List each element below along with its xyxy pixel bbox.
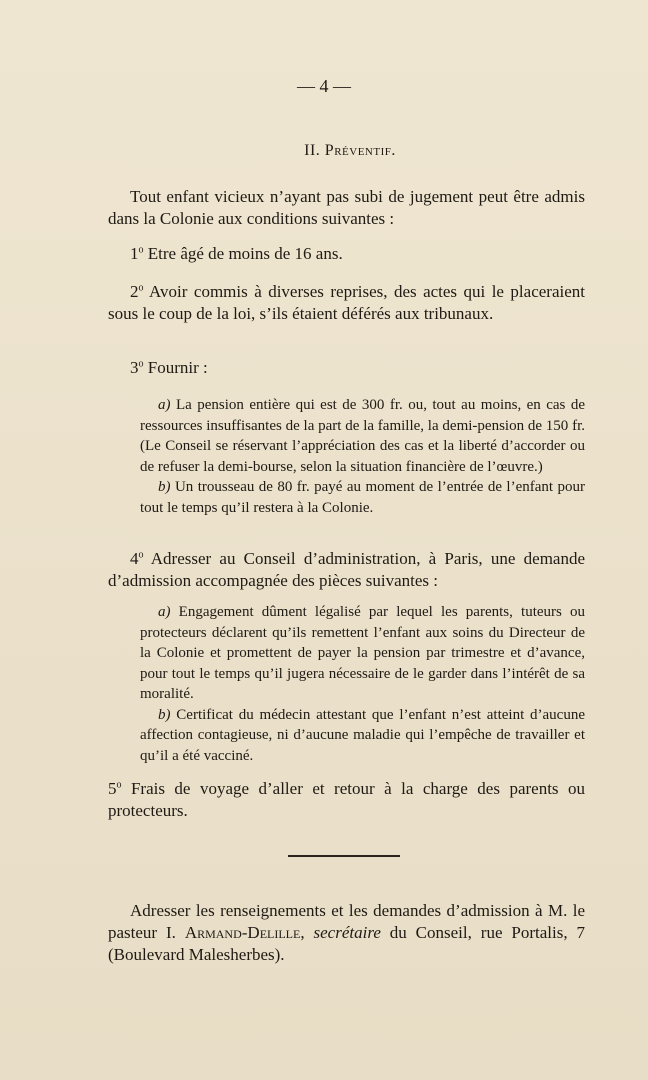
section-title: Préventif. [324, 142, 396, 159]
item-label: b) [158, 706, 171, 723]
condition-number: 4 [130, 549, 139, 568]
footer-text-1: Adresser les renseignements et les demandes d’admission à M. le pasteur I. [108, 901, 585, 942]
condition-5 [108, 778, 585, 822]
page-number: — 4 — [297, 76, 351, 96]
item-text: Engagement dûment légalisé par lequel les parents, tuteurs ou protecteurs déclarent qu’ils remettent l’enfant aux soins du Directeur de la Colonie et promettent de payer la pension par trimestre et d’avance, pour tout le temps qu’il jugera nécessaire de le garder dans l’intérêt de sa moralité. [140, 604, 585, 702]
section-heading [0, 142, 648, 160]
condition-number: 1 [130, 244, 139, 263]
ordinal-mark: o [138, 549, 144, 561]
fournir-item-a [140, 395, 585, 477]
condition-4 [108, 548, 585, 592]
intro-paragraph: Tout enfant vicieux n’ayant pas subi de jugement peut être admis dans la Colonie aux conditions suivantes : [108, 187, 585, 228]
ordinal-mark: o [138, 244, 144, 256]
pieces-list [140, 602, 585, 766]
section-divider [288, 855, 400, 857]
condition-number: 5 [108, 779, 117, 798]
footer-paragraph [108, 900, 585, 966]
footer-separator: , [300, 923, 314, 942]
footer-role: secrétaire [313, 923, 381, 942]
item-text: Un trousseau de 80 fr. payé au moment de l’entrée de l’enfant pour tout le temps qu’il restera à la Colonie. [140, 479, 585, 516]
condition-text: Fournir : [147, 358, 208, 377]
section-numeral: II. [304, 142, 321, 159]
item-text: Certificat du médecin attestant que l’enfant n’est atteint d’aucune affection contagieuse, ni d’aucune maladie qui l’empêche de travailler et qu’il a été vacciné. [140, 706, 585, 764]
fournir-item-b [140, 477, 585, 518]
condition-number: 3 [130, 358, 139, 377]
piece-item-a [140, 602, 585, 705]
condition-number: 2 [130, 282, 139, 301]
condition-3 [108, 357, 585, 379]
item-text: La pension entière qui est de 300 fr. ou, tout au moins, en cas de ressources insuffisantes de la part de la famille, la demi-pension de 150 fr. (Le Conseil se réservant l’appréciation des cas et la liberté d’accorder ou de refuser la demi-bourse, selon la situation financière de l’œuvre.) [140, 397, 586, 475]
ordinal-mark: o [138, 282, 144, 294]
item-label: b) [158, 479, 171, 495]
ordinal-mark: o [116, 779, 122, 791]
condition-2 [108, 281, 585, 325]
item-label: a) [158, 604, 171, 620]
piece-item-b [140, 705, 585, 767]
condition-text: Avoir commis à diverses reprises, des actes qui le placeraient sous le coup de la loi, s’ils étaient déférés aux tribunaux. [108, 282, 585, 323]
condition-text: Frais de voyage d’aller et retour à la charge des parents ou protecteurs. [108, 779, 585, 820]
footer-name: Armand-Delille [184, 923, 301, 942]
condition-1 [108, 243, 585, 265]
item-label: a) [158, 397, 171, 413]
condition-text: Adresser au Conseil d’administration, à Paris, une demande d’admission accompagnée des pièces suivantes : [108, 549, 586, 590]
footer-text-2: du Conseil, rue Portalis, 7 (Boulevard Malesherbes). [108, 923, 585, 964]
ordinal-mark: o [138, 358, 144, 370]
condition-text: Etre âgé de moins de 16 ans. [147, 244, 343, 263]
fournir-list [140, 395, 585, 518]
